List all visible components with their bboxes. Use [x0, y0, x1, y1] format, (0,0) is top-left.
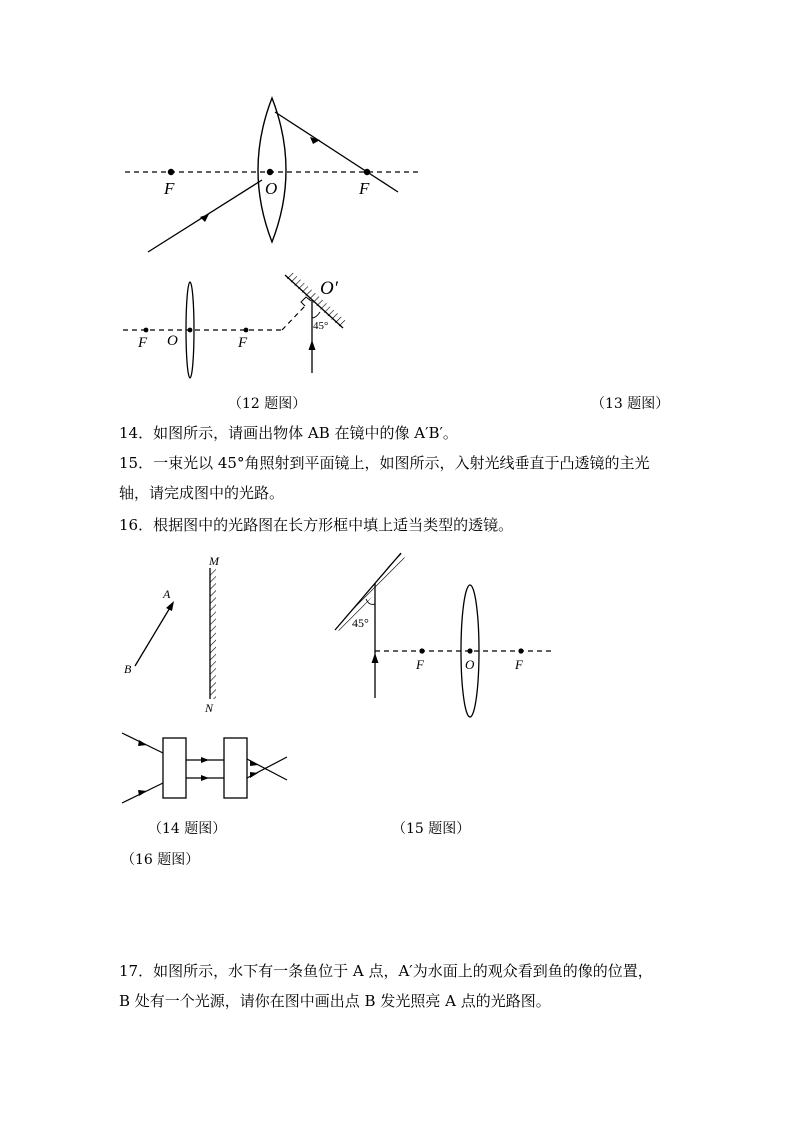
label-o: O: [167, 333, 178, 349]
object-arrow: [135, 606, 171, 666]
optical-center-point: [267, 169, 273, 175]
figure-13: [123, 270, 348, 378]
caption-fig-16: （16 题图）: [121, 852, 200, 868]
ray-arrow: [200, 214, 209, 222]
arrow-head: [166, 601, 174, 611]
lens-box-right: [224, 738, 247, 798]
label-n: N: [205, 701, 214, 715]
ray-arrow: [201, 757, 209, 763]
focus-point-right: [244, 328, 249, 333]
label-f-left: F: [164, 179, 175, 198]
lens-box-left: [163, 738, 186, 798]
mirror-hatch: [210, 568, 216, 699]
focus-point-left: [168, 169, 174, 175]
refracted-ray: [275, 112, 398, 192]
ray-arrow: [201, 775, 209, 781]
question-15: [119, 448, 699, 508]
caption-fig-12: （12 题图）: [228, 396, 307, 412]
label-angle: 45°: [352, 616, 369, 630]
label-o: O: [465, 657, 475, 672]
ray-arrow: [138, 790, 147, 796]
question-17-line-2: B 处有一个光源，请你在图中画出点 B 发光照亮 A 点的光路图。: [119, 992, 551, 1010]
dashed-guide: [282, 306, 305, 330]
optical-center-point: [467, 648, 472, 653]
label-f-left: F: [416, 657, 424, 672]
label-f-right: F: [359, 179, 370, 198]
question-16-text: 16．根据图中的光路图在长方形框中填上适当类型的透镜。: [119, 516, 514, 534]
optical-center-point: [188, 328, 193, 333]
question-14: [119, 418, 699, 448]
label-b: B: [124, 662, 132, 676]
question-17-line-1: 17．如图所示，水下有一条鱼位于 A 点，A′为水面上的观众看到鱼的像的位置，: [119, 962, 653, 980]
ray-arrow: [372, 653, 379, 663]
focus-point-left: [144, 328, 149, 333]
figure-12: [125, 98, 420, 252]
question-15-line-1: 15．一束光以 45°角照射到平面镜上，如图所示，入射光线垂直于凸透镜的主光: [119, 454, 650, 472]
ray-arrow: [309, 340, 316, 350]
label-o-prime: O′: [320, 278, 338, 299]
label-f-right: F: [515, 657, 523, 672]
question-15-line-2: 轴，请完成图中的光路。: [119, 484, 285, 502]
caption-fig-14: （14 题图）: [148, 821, 227, 837]
focus-point-left: [419, 648, 424, 653]
question-17: [119, 956, 699, 1016]
label-o: O: [265, 179, 278, 198]
ray-arrow: [250, 772, 258, 778]
mirror-hatch: [336, 553, 405, 633]
label-f-left: F: [138, 335, 148, 351]
label-a: A: [163, 587, 171, 601]
focus-point-right: [518, 648, 523, 653]
ray-arrow: [138, 740, 147, 746]
question-16: [119, 510, 699, 540]
label-m: M: [209, 554, 219, 568]
caption-fig-15: （15 题图）: [392, 821, 471, 837]
caption-fig-13: （13 题图）: [591, 396, 670, 412]
label-f-right: F: [238, 335, 248, 351]
angle-arc: [312, 312, 320, 318]
figure-14: [124, 554, 220, 715]
ray-arrow: [250, 760, 258, 766]
question-14-text: 14．如图所示，请画出物体 AB 在镜中的像 A′B′。: [119, 424, 458, 442]
figure-16: [122, 733, 287, 803]
figure-15: [335, 553, 553, 717]
label-angle: 45°: [313, 320, 329, 332]
